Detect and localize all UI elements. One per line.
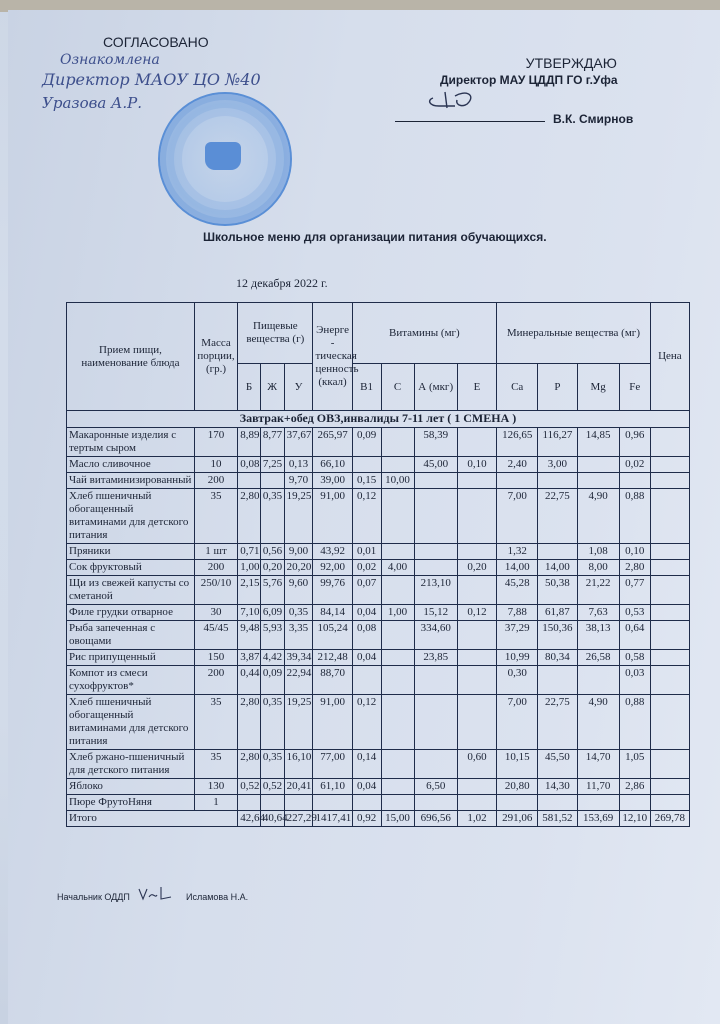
value-b1: 0,14 [352,750,381,779]
value-b1: 0,04 [352,605,381,621]
value-zh: 8,77 [260,428,284,457]
value-b1: 0,12 [352,695,381,750]
value-a [414,795,457,811]
value-p: 3,00 [538,457,577,473]
value-b: 3,87 [238,650,261,666]
value-mg: 11,70 [577,779,619,795]
value-c [381,795,414,811]
value-a [414,695,457,750]
value-b: 0,52 [238,779,261,795]
value-kcal: 88,70 [313,666,352,695]
value-fe: 1,05 [619,750,650,779]
value-mg [577,457,619,473]
value-e [457,779,496,795]
value-ca: 1,32 [497,544,538,560]
value-p: 14,00 [538,560,577,576]
value-zh: 0,20 [260,560,284,576]
value-price [650,576,689,605]
header-energy: Энерге - тическая ценность (ккал) [313,303,352,411]
table-row [67,795,690,811]
value-p [538,795,577,811]
value-b1 [352,795,381,811]
value-e [457,621,496,650]
header-ca: Ca [497,364,538,411]
value-u: 9,60 [284,576,313,605]
dish-mass: 30 [194,605,237,621]
value-ca: 37,29 [497,621,538,650]
table-row [67,457,690,473]
value-u: 22,94 [284,666,313,695]
total-zh: 40,64 [260,811,284,827]
value-e: 0,12 [457,605,496,621]
handwritten-note-line2: Директор МАОУ ЦО №40 [42,70,261,89]
value-mg [577,473,619,489]
value-c [381,457,414,473]
table-row [67,750,690,779]
header-carbs: У [284,364,313,411]
value-b1: 0,09 [352,428,381,457]
value-fe: 0,02 [619,457,650,473]
value-ca: 10,99 [497,650,538,666]
value-price [650,795,689,811]
dish-mass: 250/10 [194,576,237,605]
value-zh: 4,42 [260,650,284,666]
value-b1: 0,07 [352,576,381,605]
value-ca: 126,65 [497,428,538,457]
value-ca [497,473,538,489]
header-mg: Mg [577,364,619,411]
value-zh: 5,93 [260,621,284,650]
table-row [67,605,690,621]
value-p [538,544,577,560]
document-title: Школьное меню для организации питания обучающихся. [203,230,547,244]
value-p: 45,50 [538,750,577,779]
value-c: 4,00 [381,560,414,576]
value-u: 37,67 [284,428,313,457]
value-fe: 0,77 [619,576,650,605]
value-zh: 0,35 [260,750,284,779]
value-p: 61,87 [538,605,577,621]
value-price [650,489,689,544]
approve-title: УТВЕРЖДАЮ [525,55,617,71]
value-b: 2,15 [238,576,261,605]
value-b: 0,71 [238,544,261,560]
header-c: C [381,364,414,411]
value-fe: 2,80 [619,560,650,576]
header-protein: Б [238,364,261,411]
official-seal-stamp [158,92,292,226]
value-mg: 1,08 [577,544,619,560]
value-c: 1,00 [381,605,414,621]
value-p: 50,38 [538,576,577,605]
total-kcal: 1417,41 [313,811,352,827]
table-row [67,666,690,695]
value-b1: 0,15 [352,473,381,489]
header-price: Цена [650,303,689,411]
value-b1: 0,01 [352,544,381,560]
total-b1: 0,92 [352,811,381,827]
value-kcal: 77,00 [313,750,352,779]
dish-mass: 200 [194,666,237,695]
dish-mass: 200 [194,560,237,576]
value-ca: 7,00 [497,695,538,750]
value-b: 0,44 [238,666,261,695]
value-price [650,457,689,473]
value-b [238,473,261,489]
director-signature [425,88,485,112]
value-mg: 26,58 [577,650,619,666]
value-fe: 0,64 [619,621,650,650]
value-p: 80,34 [538,650,577,666]
value-zh: 6,09 [260,605,284,621]
table-row [67,621,690,650]
value-u: 19,25 [284,489,313,544]
value-e [457,695,496,750]
value-c [381,650,414,666]
value-mg [577,666,619,695]
value-u [284,795,313,811]
dish-mass: 170 [194,428,237,457]
approval-block [440,55,618,87]
total-b: 42,64 [238,811,261,827]
footer-role: Начальник ОДДП [57,892,130,902]
value-a: 213,10 [414,576,457,605]
value-p [538,473,577,489]
seal-emblem-icon [205,142,241,170]
table-row [67,489,690,544]
value-price [650,621,689,650]
value-a [414,560,457,576]
value-a: 6,50 [414,779,457,795]
total-a: 696,56 [414,811,457,827]
header-p: P [538,364,577,411]
value-p: 14,30 [538,779,577,795]
dish-mass: 200 [194,473,237,489]
dish-name: Масло сливочное [67,457,195,473]
value-u: 39,34 [284,650,313,666]
value-zh [260,473,284,489]
value-u: 9,70 [284,473,313,489]
value-c [381,576,414,605]
total-c: 15,00 [381,811,414,827]
footer-name: Исламова Н.А. [186,892,249,902]
dish-name: Компот из смеси сухофруктов* [67,666,195,695]
table-row [67,779,690,795]
value-u: 20,20 [284,560,313,576]
footer-signature [135,883,175,903]
dish-name: Макаронные изделия с тертым сыром [67,428,195,457]
table-row [67,560,690,576]
value-a [414,750,457,779]
value-fe [619,795,650,811]
value-u: 16,10 [284,750,313,779]
value-zh: 0,56 [260,544,284,560]
dish-mass: 150 [194,650,237,666]
dish-mass: 45/45 [194,621,237,650]
value-e [457,666,496,695]
value-zh: 0,52 [260,779,284,795]
total-e: 1,02 [457,811,496,827]
value-b: 2,80 [238,695,261,750]
agreed-title: СОГЛАСОВАНО [103,34,209,50]
total-ca: 291,06 [497,811,538,827]
value-fe [619,473,650,489]
value-mg [577,795,619,811]
value-fe: 0,58 [619,650,650,666]
value-b1: 0,02 [352,560,381,576]
value-a [414,489,457,544]
value-kcal: 91,00 [313,695,352,750]
value-mg: 21,22 [577,576,619,605]
header-minerals: Минеральные вещества (мг) [497,303,651,364]
value-b: 8,89 [238,428,261,457]
dish-mass: 35 [194,695,237,750]
value-c [381,489,414,544]
dish-name: Пряники [67,544,195,560]
value-e [457,428,496,457]
value-a: 15,12 [414,605,457,621]
value-price [650,428,689,457]
document-date: 12 декабря 2022 г. [236,276,328,290]
value-b1 [352,457,381,473]
value-c [381,779,414,795]
signature-line [395,121,545,122]
value-fe: 0,03 [619,666,650,695]
value-p: 22,75 [538,695,577,750]
value-price [650,560,689,576]
dish-name: Хлеб ржано-пшеничный для детского питания [67,750,195,779]
section-title: Завтрак+обед ОВЗ,инвалиды 7-11 лет ( 1 СМЕНА ) [67,411,690,428]
header-fat: Ж [260,364,284,411]
value-p: 22,75 [538,489,577,544]
approve-role: Директор МАУ ЦДДП ГО г.Уфа [440,73,618,87]
dish-name: Яблоко [67,779,195,795]
value-ca: 7,88 [497,605,538,621]
value-c: 10,00 [381,473,414,489]
value-b1: 0,08 [352,621,381,650]
value-fe: 0,10 [619,544,650,560]
value-fe: 0,88 [619,489,650,544]
value-c [381,621,414,650]
value-price [650,650,689,666]
dish-name: Рис припущенный [67,650,195,666]
value-kcal: 43,92 [313,544,352,560]
value-e: 0,10 [457,457,496,473]
value-zh [260,795,284,811]
value-a [414,473,457,489]
value-e [457,544,496,560]
total-price: 269,78 [650,811,689,827]
value-ca: 7,00 [497,489,538,544]
header-meal: Прием пищи, наименование блюда [67,303,195,411]
table-row [67,695,690,750]
value-mg: 7,63 [577,605,619,621]
dish-mass: 130 [194,779,237,795]
dish-mass: 1 [194,795,237,811]
header-a: А (мкг) [414,364,457,411]
handwritten-note-line1: Ознакомлена [60,52,160,68]
value-u: 9,00 [284,544,313,560]
value-price [650,750,689,779]
value-price [650,605,689,621]
total-label: Итого [67,811,238,827]
table-row [67,473,690,489]
value-fe: 0,96 [619,428,650,457]
value-b1: 0,12 [352,489,381,544]
header-vitamins: Витамины (мг) [352,303,496,364]
value-b: 2,80 [238,489,261,544]
dish-mass: 35 [194,750,237,779]
value-ca: 10,15 [497,750,538,779]
value-kcal: 91,00 [313,489,352,544]
value-fe: 0,53 [619,605,650,621]
value-e [457,795,496,811]
dish-name: Сок фруктовый [67,560,195,576]
value-price [650,544,689,560]
value-u: 20,41 [284,779,313,795]
dish-name: Хлеб пшеничный обогащенный витаминами для детского питания [67,489,195,544]
menu-table [66,302,690,827]
value-e [457,489,496,544]
value-p [538,666,577,695]
value-b: 1,00 [238,560,261,576]
value-mg: 4,90 [577,489,619,544]
value-a [414,544,457,560]
total-fe: 12,10 [619,811,650,827]
value-ca: 20,80 [497,779,538,795]
section-row [67,411,690,428]
value-fe: 0,88 [619,695,650,750]
value-kcal: 212,48 [313,650,352,666]
value-kcal: 84,14 [313,605,352,621]
value-price [650,695,689,750]
value-a: 45,00 [414,457,457,473]
value-price [650,666,689,695]
handwritten-note-line3: Уразова А.Р. [42,94,143,112]
dish-name: Филе грудки отварное [67,605,195,621]
dish-mass: 1 шт [194,544,237,560]
dish-name: Пюре ФрутоНяня [67,795,195,811]
value-p: 116,27 [538,428,577,457]
value-a: 58,39 [414,428,457,457]
header-fe: Fe [619,364,650,411]
value-a [414,666,457,695]
value-u: 3,35 [284,621,313,650]
value-c [381,666,414,695]
value-e: 0,20 [457,560,496,576]
dish-name: Рыба запеченная с овощами [67,621,195,650]
value-c [381,544,414,560]
value-zh: 0,09 [260,666,284,695]
value-price [650,473,689,489]
value-fe: 2,86 [619,779,650,795]
value-b: 2,80 [238,750,261,779]
value-kcal: 61,10 [313,779,352,795]
table-row [67,650,690,666]
value-e [457,650,496,666]
value-b: 0,08 [238,457,261,473]
dish-mass: 10 [194,457,237,473]
value-e [457,473,496,489]
value-zh: 5,76 [260,576,284,605]
dish-name: Хлеб пшеничный обогащенный витаминами для детского питания [67,695,195,750]
value-c [381,428,414,457]
value-u: 0,13 [284,457,313,473]
value-mg: 38,13 [577,621,619,650]
value-b1 [352,666,381,695]
table-row [67,544,690,560]
value-kcal: 66,10 [313,457,352,473]
value-zh: 7,25 [260,457,284,473]
value-e [457,576,496,605]
dish-name: Щи из свежей капусты со сметаной [67,576,195,605]
value-b: 9,48 [238,621,261,650]
value-ca: 2,40 [497,457,538,473]
header-mass: Масса порции, (гр.) [194,303,237,411]
value-kcal: 92,00 [313,560,352,576]
value-ca: 14,00 [497,560,538,576]
value-c [381,695,414,750]
value-ca: 45,28 [497,576,538,605]
table-row [67,428,690,457]
dish-name: Чай витаминизированный [67,473,195,489]
value-c [381,750,414,779]
value-ca [497,795,538,811]
dish-mass: 35 [194,489,237,544]
header-e: Е [457,364,496,411]
header-b1: B1 [352,364,381,411]
value-b1: 0,04 [352,650,381,666]
value-ca: 0,30 [497,666,538,695]
value-kcal [313,795,352,811]
total-p: 581,52 [538,811,577,827]
value-b: 7,10 [238,605,261,621]
value-u: 0,35 [284,605,313,621]
total-u: 227,29 [284,811,313,827]
total-row [67,811,690,827]
value-e: 0,60 [457,750,496,779]
value-kcal: 265,97 [313,428,352,457]
value-zh: 0,35 [260,489,284,544]
value-a: 23,85 [414,650,457,666]
total-mg: 153,69 [577,811,619,827]
table-row [67,576,690,605]
value-mg: 14,70 [577,750,619,779]
table-header-row [67,303,690,364]
value-mg: 8,00 [577,560,619,576]
value-kcal: 39,00 [313,473,352,489]
value-zh: 0,35 [260,695,284,750]
header-nutrients: Пищевые вещества (г) [238,303,313,364]
value-p: 150,36 [538,621,577,650]
value-mg: 4,90 [577,695,619,750]
value-b1: 0,04 [352,779,381,795]
table-body [67,428,690,827]
value-kcal: 105,24 [313,621,352,650]
value-kcal: 99,76 [313,576,352,605]
value-a: 334,60 [414,621,457,650]
value-mg: 14,85 [577,428,619,457]
value-u: 19,25 [284,695,313,750]
approve-name: В.К. Смирнов [553,112,634,126]
value-b [238,795,261,811]
value-price [650,779,689,795]
